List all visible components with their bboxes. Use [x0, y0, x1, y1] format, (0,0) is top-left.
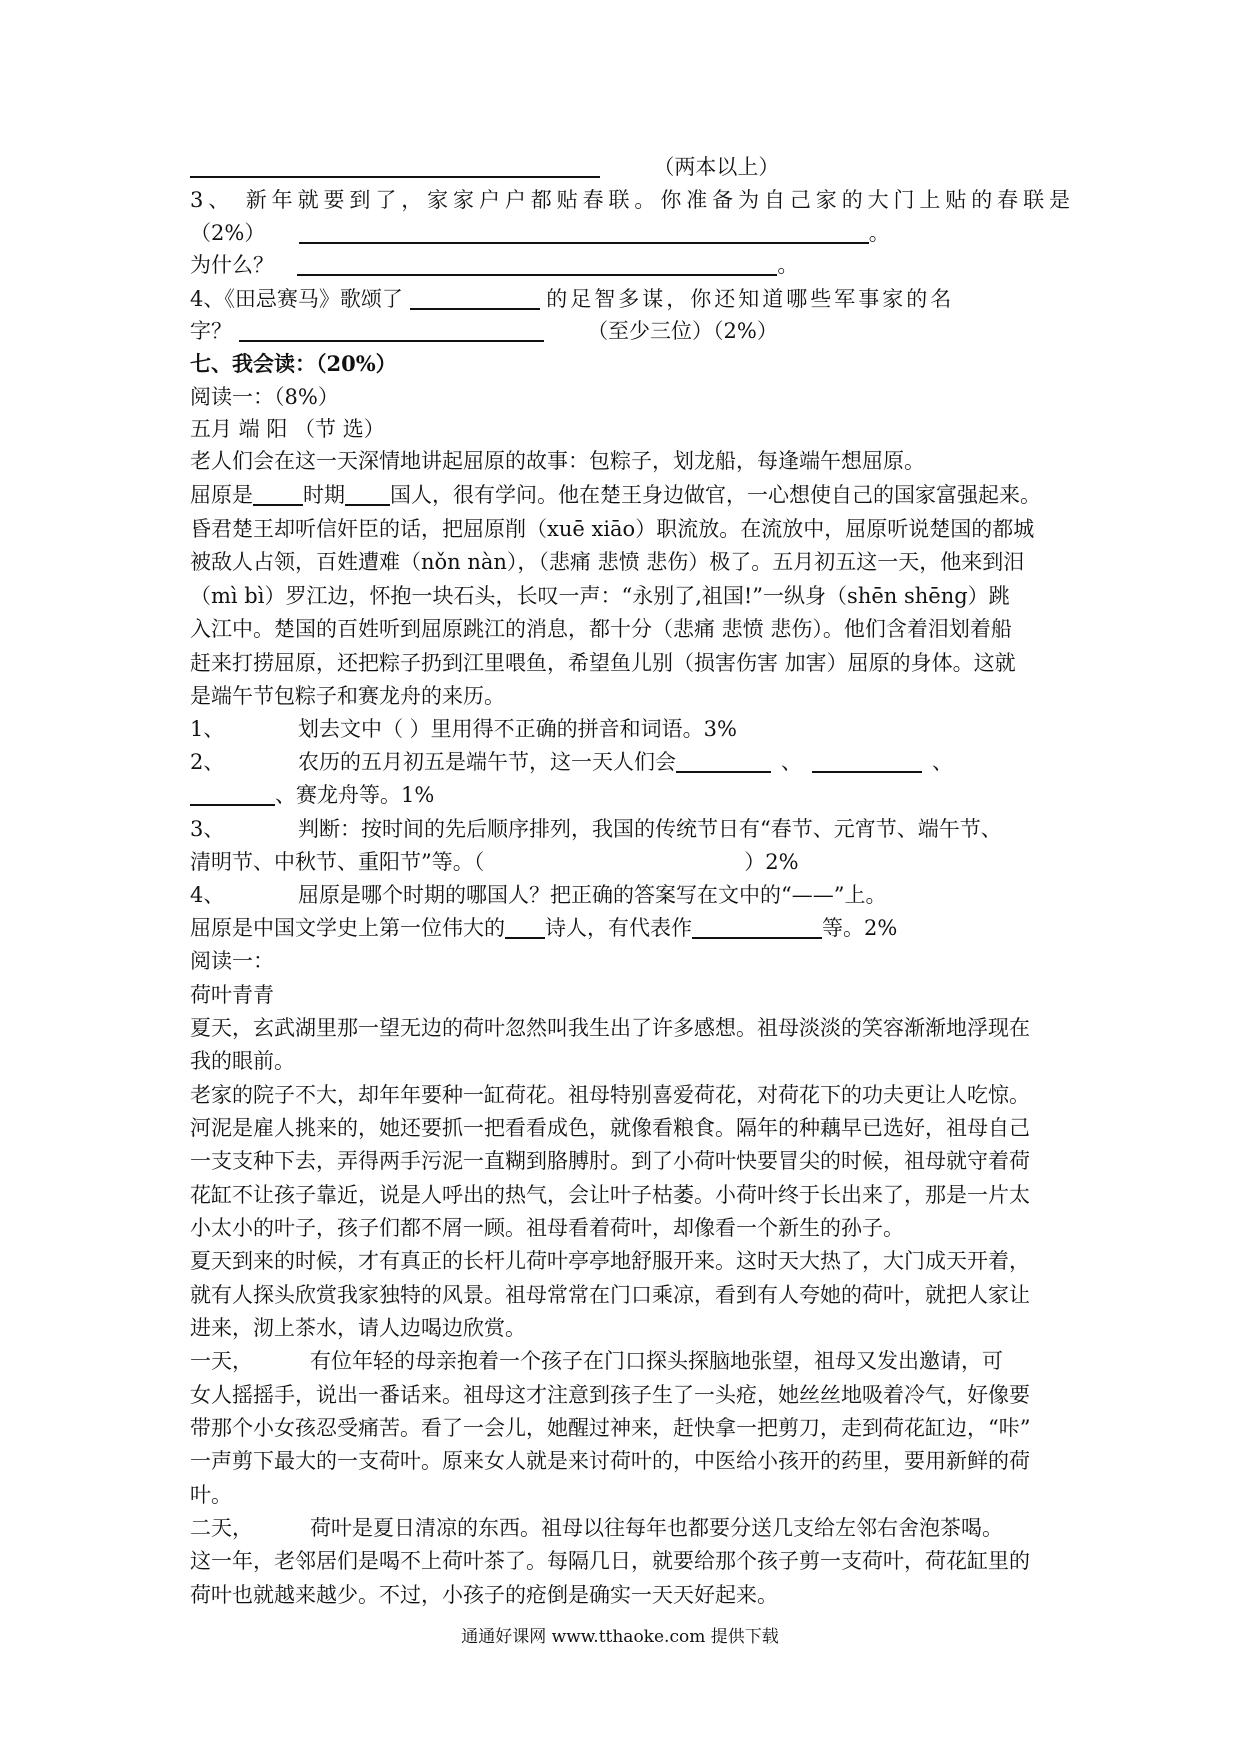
reading-2-line: 带那个小女孩忍受痛苦。看了一会儿，她醒过神来，赶快拿一把剪刀，走到荷花缸边，“咔”	[190, 1416, 1031, 1440]
strategist-blank[interactable]	[410, 286, 540, 310]
reading-2-line: 叶。	[190, 1483, 232, 1507]
period-blank[interactable]	[253, 482, 303, 506]
reading-1-line: 老人们会在这一天深情地讲起屈原的故事：包粽子，划龙船，每逢端午想屈原。	[190, 449, 925, 473]
custom-blank[interactable]	[676, 749, 771, 773]
reading-1-line: （mì bì）罗江边，怀抱一块石头，长叹一声：“永别了,祖国!”一纵身（shēn shēng）跳	[190, 584, 1010, 608]
reading-2-line: 荷叶也就越来越少。不过，小孩子的疮倒是确实一天天好起来。	[190, 1583, 778, 1607]
reading-1-question-4	[190, 880, 1070, 910]
question-3-score: （2%）	[190, 221, 266, 245]
footer-text: 通通好课网 www.tthaoke.com 提供下载	[461, 1627, 779, 1647]
answer-blank[interactable]	[190, 154, 600, 178]
question-text: 诗人，有代表作	[545, 916, 692, 940]
reading-2-line: 河泥是雇人挑来的，她还要抓一把看看成色，就像看粮食。隔年的种藕早已选好，祖母自己	[190, 1116, 1030, 1140]
question-score: ）2%	[744, 850, 799, 874]
custom-blank[interactable]	[190, 782, 275, 806]
question-4-text-c: 字？	[190, 319, 232, 343]
question-4-note: （至少三位）（2%）	[587, 319, 778, 343]
text-segment: 有位年轻的母亲抱着一个孩子在门口探头探脑地张望，祖母又发出邀请，可	[310, 1349, 1003, 1373]
question-number: 4、	[190, 883, 225, 907]
reading-1-label: 阅读一：（8%）	[190, 385, 339, 409]
question-text: 划去文中（ ）里用得不正确的拼音和词语。3%	[298, 717, 737, 741]
separator: 、	[932, 750, 953, 774]
books-answer-line	[190, 152, 1070, 182]
reading-2-line: 就有人探头欣赏我家独特的风景。祖母常常在门口乘凉，看到有人夸她的荷叶，就把人家让	[190, 1283, 1030, 1307]
reading-2-line: 女人摇摇手，说出一番话来。祖母这才注意到孩子生了一头疮，她丝丝地吸着冷气，好像要	[190, 1383, 1030, 1407]
reading-2-title: 荷叶青青	[190, 983, 274, 1007]
question-text: 等。2%	[822, 916, 898, 940]
question-text: 屈原是中国文学史上第一位伟大的	[190, 916, 505, 940]
military-names-blank[interactable]	[239, 318, 544, 342]
reading-2-line: 这一年，老邻居们是喝不上荷叶茶了。每隔几日，就要给那个孩子剪一支荷叶，荷花缸里的	[190, 1549, 1030, 1573]
reading-2-paragraph-4-start	[190, 1513, 1070, 1543]
reading-1-question-3-cont	[190, 847, 1070, 877]
reading-2-line: 我的眼前。	[190, 1049, 295, 1073]
reading-1-line: 昏君楚王却听信奸臣的话，把屈原削（xuē xiāo）职流放。在流放中，屈原听说楚国的都城	[190, 517, 1035, 541]
question-text: 农历的五月初五是端午节，这一天人们会	[298, 750, 676, 774]
reading-2-line: 夏天到来的时候，才有真正的长杆儿荷叶亭亭地舒服开来。这时天大热了，大门成天开着，	[190, 1249, 1030, 1273]
separator: 、	[781, 750, 802, 774]
state-blank[interactable]	[345, 482, 390, 506]
question-4-text-b: 的足智多谋，你还知道哪些军事家的名	[546, 287, 955, 311]
question-text: 、赛龙舟等。1%	[275, 783, 435, 807]
reading-1-line: 被敌人占领，百姓遭难（nǒn nàn），（悲痛 悲愤 悲伤）极了。五月初五这一天，他来到汨	[190, 550, 1025, 574]
reading-2-line: 夏天，玄武湖里那一望无边的荷叶忽然叫我生出了许多感想。祖母淡淡的笑容渐渐地浮现在	[190, 1016, 1030, 1040]
why-blank[interactable]	[297, 252, 777, 276]
reading-2-line: 一声剪下最大的一支荷叶。原来女人就是来讨荷叶的，中医给小孩开的药里，要用新鲜的荷	[190, 1449, 1030, 1473]
reading-1-question-5	[190, 913, 1070, 943]
masterpiece-blank[interactable]	[692, 915, 822, 939]
section-title: 七、我会读：（20%）	[190, 351, 397, 376]
reading-1-line: 是端午节包粽子和赛龙舟的来历。	[190, 684, 505, 708]
text-segment: 二天，	[190, 1516, 253, 1540]
reading-1-line: 赶来打捞屈原，还把粽子扔到江里喂鱼，希望鱼儿别（损害伤害 加害）屈原的身体。这就	[190, 651, 1016, 675]
reading-2-line: 小太小的叶子，孩子们都不屑一顾。祖母看着荷叶，却像看一个新生的孙子。	[190, 1216, 904, 1240]
reading-1-question-1	[190, 714, 1070, 744]
text-segment: 荷叶是夏日清凉的东西。祖母以往每年也都要分送几支给左邻右舍泡茶喝。	[310, 1516, 1003, 1540]
period: 。	[777, 253, 799, 277]
question-3-answer-line	[190, 218, 1070, 248]
text-segment: 一天，	[190, 1349, 253, 1373]
couplet-blank[interactable]	[299, 220, 869, 244]
reading-2-line: 花缸不让孩子靠近，说是人呼出的热气，会让叶子枯萎。小荷叶终于长出来了，那是一片太	[190, 1183, 1030, 1207]
question-number: 1、	[190, 717, 225, 741]
reading-1-title: 五月 端 阳 （节 选）	[190, 417, 385, 441]
question-3-text: 3、 新年就要到了，家家户户都贴春联。你准备为自己家的大门上贴的春联是	[190, 188, 1070, 212]
why-label: 为什么？	[190, 253, 274, 277]
period: 。	[868, 221, 890, 245]
reading-2-paragraph-3-start	[190, 1346, 1070, 1376]
reading-1-question-2	[190, 747, 1070, 777]
reading-2-line: 进来，沏上茶水，请人边喝边欣赏。	[190, 1316, 526, 1340]
question-number: 3、	[190, 817, 225, 841]
reading-1-question-3	[190, 814, 1070, 844]
question-number: 2、	[190, 750, 225, 774]
reading-1-qu-yuan-line	[190, 480, 1070, 510]
custom-blank[interactable]	[812, 749, 922, 773]
reading-2-line: 一支支种下去，弄得两手污泥一直糊到胳膊肘。到了小荷叶快要冒尖的时候，祖母就守着荷	[190, 1149, 1030, 1173]
reading-1-question-2-cont	[190, 780, 1070, 810]
text-segment: 屈原是	[190, 483, 253, 507]
question-4-line	[190, 284, 1070, 314]
question-text: 清明节、中秋节、重阳节”等。（	[190, 850, 485, 874]
question-text: 判断：按时间的先后顺序排列，我国的传统节日有“春节、元宵节、端午节、	[298, 817, 1002, 841]
poet-type-blank[interactable]	[505, 915, 545, 939]
text-segment: 国人，很有学问。他在楚王身边做官，一心想使自己的国家富强起来。	[390, 483, 1041, 507]
why-line	[190, 250, 1070, 280]
question-4-text-a: 4、《田忌赛马》歌颂了	[190, 287, 403, 311]
question-text: 屈原是哪个时期的哪国人？把正确的答案写在文中的“——”上。	[298, 883, 887, 907]
books-note: （两本以上）	[653, 155, 780, 179]
text-segment: 时期	[303, 483, 345, 507]
reading-2-label: 阅读一：	[190, 949, 274, 973]
question-4-line-2	[190, 316, 1070, 346]
reading-2-line: 老家的院子不大，却年年要种一缸荷花。祖母特别喜爱荷花，对荷花下的功夫更让人吃惊。	[190, 1083, 1030, 1107]
reading-1-line: 入江中。楚国的百姓听到屈原跳江的消息，都十分（悲痛 悲愤 悲伤）。他们含着泪划着船	[190, 617, 1012, 641]
